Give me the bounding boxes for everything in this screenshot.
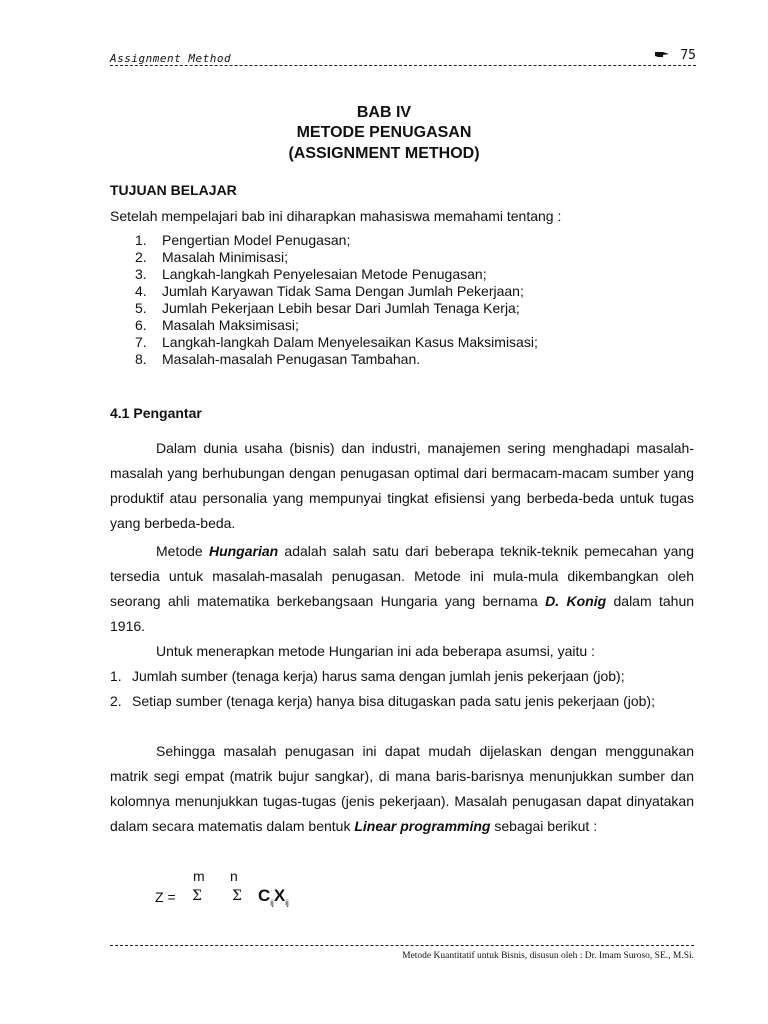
paragraph-3: Untuk menerapkan metode Hungarian ini ada beberapa asumsi, yaitu : [156,643,595,659]
running-header [110,50,696,70]
list-item: 5. Jumlah Pekerjaan Lebih besar Dari Jumlah Tenaga Kerja; [135,300,520,316]
paragraph-1: Dalam dunia usaha (bisnis) dan industri, manajemen sering menghadapi masalah-masalah yang berhubungan dengan penugasan optimal dari bermacam-macam sumber yang produktif atau personalia yang mempunyai tingkat efisiensi yang berbeda-beda untuk tugas yang berbeda-beda. [110,440,694,531]
list-item: 6. Masalah Maksimisasi; [135,317,299,333]
page-number: 75 [680,48,696,63]
section-heading: 4.1 Pengantar [110,405,202,421]
formula-sigma-2: Σ [232,888,242,904]
assumption-item-1: 1. Jumlah sumber (tenaga kerja) harus sama dengan jumlah jenis pekerjaan (job); [110,668,625,684]
paragraph-2: Metode Hungarian adalah salah satu dari beberapa teknik-teknik pemecahan yang tersedia untuk masalah-masalah penugasan. Metode ini mula-mula dikembangkan oleh seorang ahli matematika berkebangsaan Hungaria yang bernama D. Konig dalam tahun 1916. [110,543,695,634]
list-item: 7. Langkah-langkah Dalam Menyelesaikan Kasus Maksimisasi; [135,334,538,350]
header-dashed-rule [110,65,696,66]
formula-sum-upper-m: m [193,868,205,884]
chapter-title: METODE PENUGASAN [296,124,472,141]
objectives-list [135,232,538,368]
objectives-intro: Setelah mempelajari bab ini diharapkan mahasiswa memahami tentang : [110,208,562,224]
chapter-subtitle: (ASSIGNMENT METHOD) [288,145,480,162]
emphasis-linear-programming: Linear programming [354,818,491,834]
list-item: 2. Masalah Minimisasi; [135,249,289,265]
formula-lhs: Z = [155,889,176,905]
emphasis-konig: D. Konig [545,593,607,609]
list-item: 1. Pengertian Model Penugasan; [135,232,351,248]
emphasis-hungarian: Hungarian [208,543,279,559]
page-footer: Metode Kuantitatif untuk Bisnis, disusun oleh : Dr. Imam Suroso, SE., M.Si. [402,951,694,961]
list-item: 3. Langkah-langkah Penyelesaian Metode Penugasan; [135,266,487,282]
formula-sum-upper-n: n [230,868,238,884]
paragraph-4: Sehingga masalah penugasan ini dapat mudah dijelaskan dengan menggunakan matrik segi empat (matrik bujur sangkar), di mana baris-barisnya menunjukkan sumber dan kolomnya menunjukkan tugas-tugas (jenis pekerjaan). Masalah penugasan dapat dinyatakan dalam secara matematis dalam bentuk Linear programming sebagai berikut : [110,743,694,834]
pointing-hand-icon [654,49,670,59]
formula-term: $C_{ij}X_{ij}$ [258,886,289,908]
header-page-number-group [654,48,696,63]
list-item: 8. Masalah-masalah Penugasan Tambahan. [135,351,421,367]
objectives-heading: TUJUAN BELAJAR [110,182,237,198]
chapter-number: BAB IV [356,104,412,121]
list-item: 4. Jumlah Karyawan Tidak Sama Dengan Jumlah Pekerjaan; [135,283,524,299]
header-chapter-title: Assignment Method [110,52,232,65]
formula-sigma-1: Σ [192,888,202,904]
footer-dashed-rule [110,945,694,946]
assumption-item-2: 2. Setiap sumber (tenaga kerja) hanya bisa ditugaskan pada satu jenis pekerjaan (job); [110,693,655,709]
